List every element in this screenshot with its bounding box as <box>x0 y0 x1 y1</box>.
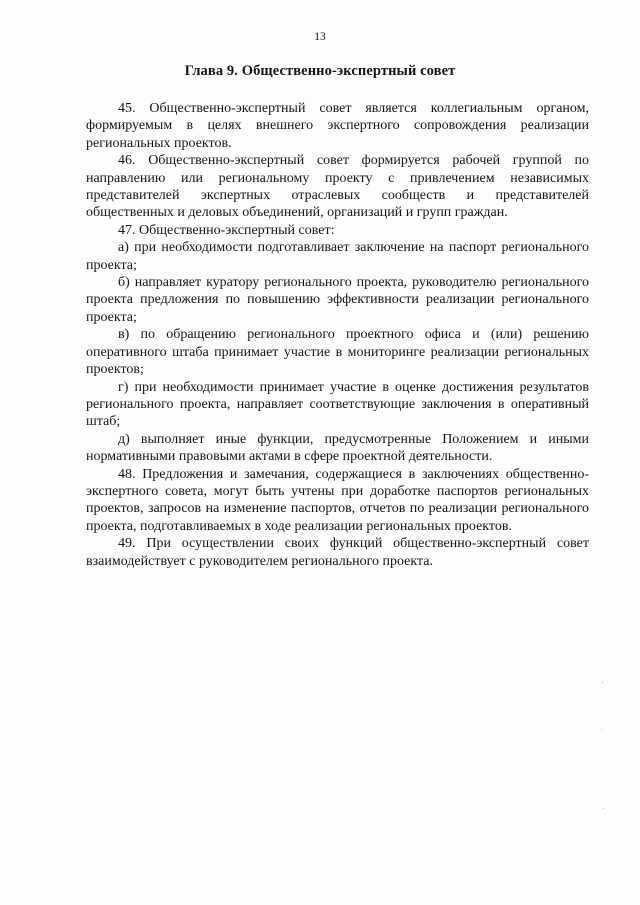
paragraph-45: 45. Общественно-экспертный совет является коллегиальным органом, формируемым в целях внешнего экспертного сопровождения реализации региональных проектов. <box>86 101 589 151</box>
page-number: 13 <box>314 31 326 43</box>
subparagraph-d: д) выполняет иные функции, предусмотренные Положением и иными нормативными правовыми актами в сфере проектной деятельности. <box>86 431 589 465</box>
subparagraph-a: а) при необходимости подготавливает заключение на паспорт регионального проекта; <box>86 240 589 273</box>
scan-speck <box>601 729 602 730</box>
paragraph-49: 49. При осуществлении своих функций общественно-экспертный совет взаимодействует с руководителем регионального проекта. <box>86 536 589 569</box>
scan-speck <box>602 682 603 683</box>
scan-speck <box>603 808 604 809</box>
paragraph-47: 47. Общественно-экспертный совет: <box>118 222 335 238</box>
subparagraph-b: б) направляет куратору регионального проекта, руководителю регионального проекта предложения по повышению эффективности реализации регионального проекта; <box>86 275 589 325</box>
chapter-title: Глава 9. Общественно-экспертный совет <box>184 63 456 79</box>
paragraph-48: 48. Предложения и замечания, содержащиеся в заключениях общественно-экспертного совета, могут быть учтены при доработке паспортов региональных проектов, запросов на изменение паспортов, отчетов по реализации регионального проекта, подготавливаемых в ходе реализации региональных проектов. <box>86 466 589 534</box>
paragraph-46: 46. Общественно-экспертный совет формируется рабочей группой по направлению или региональному проекту с привлечением независимых представителей экспертных отраслевых сообществ и представителей общественных и деловых объединений, организаций и групп граждан. <box>86 153 589 221</box>
document-body <box>86 100 589 570</box>
subparagraph-g: г) при необходимости принимает участие в оценке достижения результатов регионального проекта, направляет соответствующие заключения в оперативный штаб; <box>86 379 589 430</box>
subparagraph-v: в) по обращению регионального проектного офиса и (или) решению оперативного штаба принимает участие в мониторинге реализации региональных проектов; <box>86 327 589 378</box>
